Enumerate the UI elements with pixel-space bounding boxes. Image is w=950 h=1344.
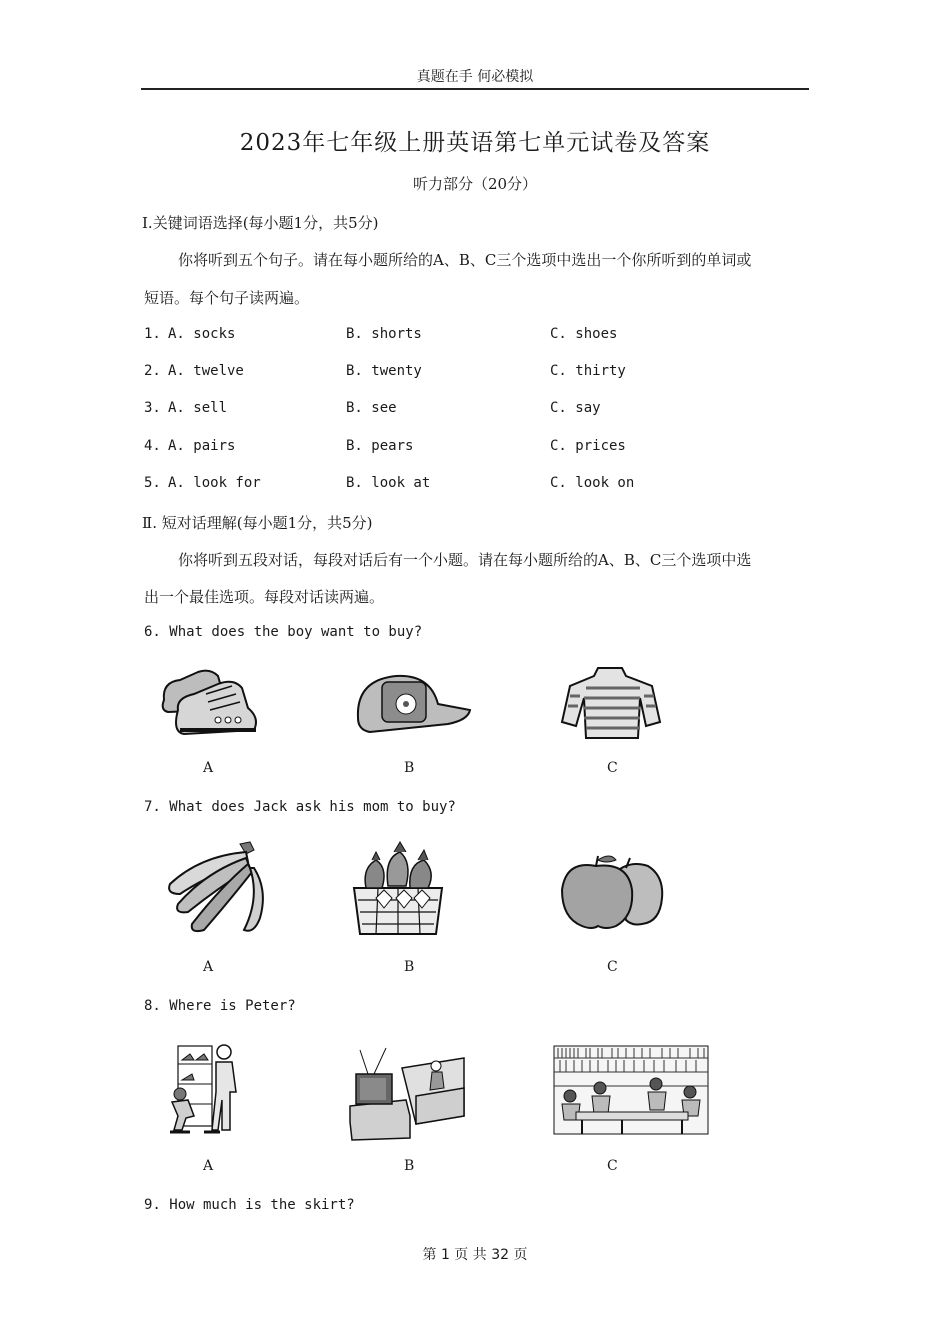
sweater-image xyxy=(560,662,664,742)
q6-label-b: B xyxy=(404,760,415,776)
question-4-number: 4. xyxy=(144,438,161,454)
question-3-option-c: C. say xyxy=(550,400,601,416)
question-5-option-a: A. look for xyxy=(168,475,261,491)
section-2-instructions-line-2: 出一个最佳选项。每段对话读两遍。 xyxy=(144,588,385,606)
page-footer: 第 1 页 共 32 页 xyxy=(422,1247,528,1263)
question-3-option-b: B. see xyxy=(346,400,397,416)
shoe-store-image xyxy=(160,1040,248,1138)
q7-label-b: B xyxy=(404,959,415,975)
q7-label-c: C xyxy=(607,959,618,975)
question-3-option-a: A. sell xyxy=(168,400,228,416)
question-5-number: 5. xyxy=(144,475,161,491)
question-2-option-a: A. twelve xyxy=(168,363,244,379)
question-2-option-c: C. thirty xyxy=(550,363,626,379)
q6-label-a: A xyxy=(203,760,214,776)
section-1-instructions-line-2: 短语。每个句子读两遍。 xyxy=(144,289,310,307)
question-1-option-c: C. shoes xyxy=(550,326,618,342)
q8-label-a: A xyxy=(203,1158,214,1174)
question-6-text: 6. What does the boy want to buy? xyxy=(144,624,423,640)
bananas-image xyxy=(160,838,270,938)
listening-part-subtitle: 听力部分（20分） xyxy=(412,175,538,193)
strawberries-image xyxy=(348,838,448,938)
question-7-text: 7. What does Jack ask his mom to buy? xyxy=(144,799,456,815)
q8-label-b: B xyxy=(404,1158,415,1174)
library-image xyxy=(552,1044,710,1136)
question-1-option-b: B. shorts xyxy=(346,326,422,342)
section-2-instructions-line-1: 你将听到五段对话，每段对话后有一个小题。请在每小题所给的A、B、C三个选项中选 xyxy=(178,551,752,569)
header-divider xyxy=(141,88,809,90)
question-5-option-b: B. look at xyxy=(346,475,431,491)
q8-label-c: C xyxy=(607,1158,618,1174)
document-title: 2023年七年级上册英语第七单元试卷及答案 xyxy=(239,130,711,156)
section-2-heading: Ⅱ. 短对话理解(每小题1分，共5分) xyxy=(142,514,373,532)
question-4-option-b: B. pears xyxy=(346,438,414,454)
question-5-option-c: C. look on xyxy=(550,475,635,491)
apples-image xyxy=(560,852,666,932)
cap-image xyxy=(352,668,472,742)
living-room-image xyxy=(346,1044,470,1140)
shoes-image xyxy=(158,660,266,742)
section-1-instructions-line-1: 你将听到五个句子。请在每小题所给的A、B、C三个选项中选出一个你所听到的单词或 xyxy=(178,251,752,269)
question-1-option-a: A. socks xyxy=(168,326,236,342)
question-2-number: 2. xyxy=(144,363,161,379)
question-3-number: 3. xyxy=(144,400,161,416)
question-8-text: 8. Where is Peter? xyxy=(144,998,296,1014)
question-9-text: 9. How much is the skirt? xyxy=(144,1197,355,1213)
q7-label-a: A xyxy=(203,959,214,975)
q6-label-c: C xyxy=(607,760,618,776)
page-header: 真题在手 何必模拟 xyxy=(416,69,534,85)
question-2-option-b: B. twenty xyxy=(346,363,422,379)
question-1-number: 1. xyxy=(144,326,161,342)
section-1-heading: Ⅰ.关键词语选择(每小题1分，共5分) xyxy=(142,214,379,232)
question-4-option-c: C. prices xyxy=(550,438,626,454)
question-4-option-a: A. pairs xyxy=(168,438,236,454)
